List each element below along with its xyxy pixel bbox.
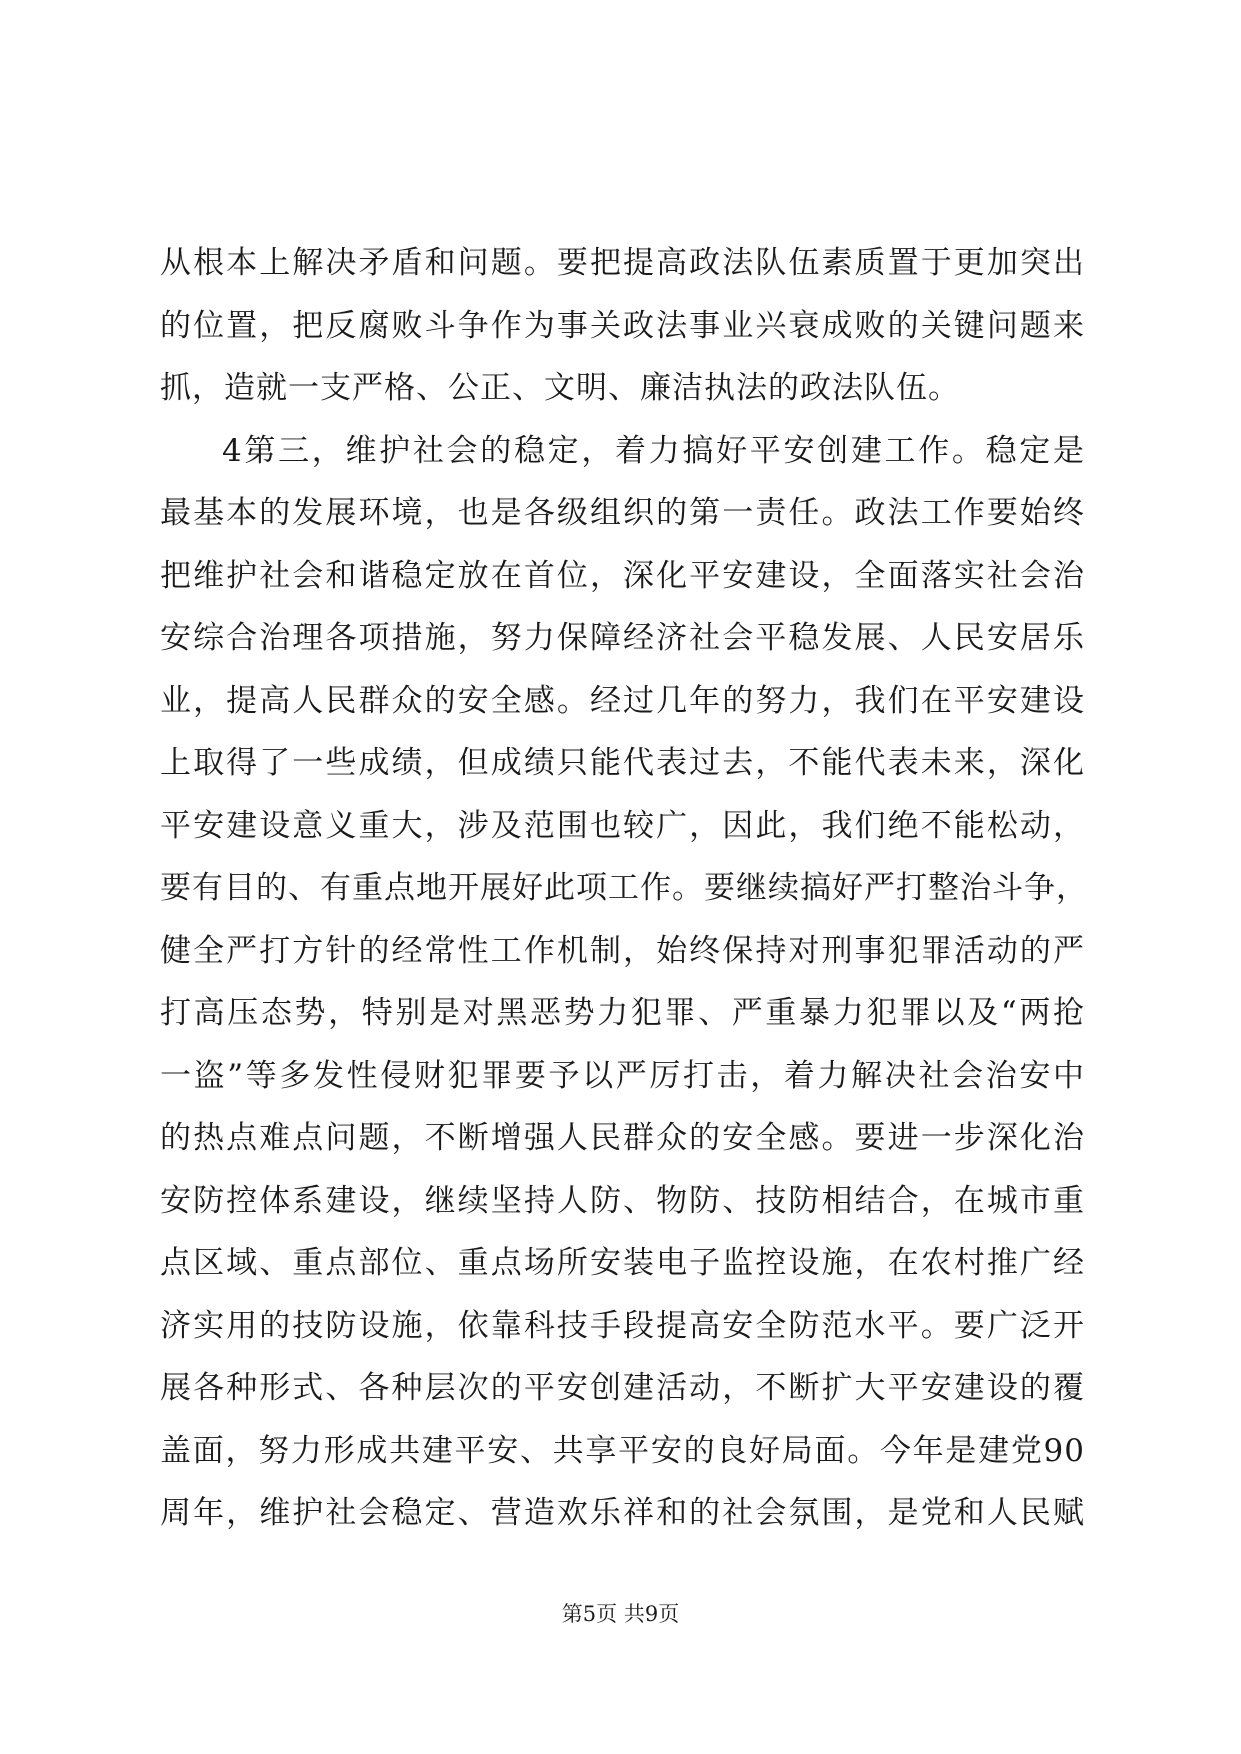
text-line: 的热点难点问题，不断增强人民群众的安全感。要进一步深化治 xyxy=(160,1120,1085,1156)
page-number-label: 第5页 共9页 xyxy=(561,1602,680,1626)
text-line: 上取得了一些成绩，但成绩只能代表过去，不能代表未来，深化 xyxy=(160,745,1085,781)
text-line: 健全严打方针的经常性工作机制，始终保持对刑事犯罪活动的严 xyxy=(160,932,1085,969)
text-line: 业，提高人民群众的安全感。经过几年的努力，我们在平安建设 xyxy=(160,682,1085,719)
text-line: 一盗”等多发性侵财犯罪要予以严厉打击，着力解决社会治安中 xyxy=(160,1057,1085,1094)
text-line: 要有目的、有重点地开展好此项工作。要继续搞好严打整治斗争， xyxy=(160,870,1088,906)
text-line: 周年，维护社会稳定、营造欢乐祥和的社会氛围，是党和人民赋 xyxy=(160,1495,1085,1531)
text-line: 盖面，努力形成共建平安、共享平安的良好局面。今年是建党90 xyxy=(160,1432,1085,1469)
body-text xyxy=(160,232,1088,1545)
text-line: 平安建设意义重大，涉及范围也较广，因此，我们绝不能松动， xyxy=(160,807,1085,844)
text-line: 抓，造就一支严格、公正、文明、廉洁执法的政法队伍。 xyxy=(160,370,960,406)
text-line: 把维护社会和谐稳定放在首位，深化平安建设，全面落实社会治 xyxy=(160,557,1085,594)
text-line: 最基本的发展环境，也是各级组织的第一责任。政法工作要始终 xyxy=(160,495,1085,531)
text-line: 从根本上解决矛盾和问题。要把提高政法队伍素质置于更加突出 xyxy=(160,245,1085,281)
text-line: 的位置，把反腐败斗争作为事关政法事业兴衰成败的关键问题来 xyxy=(160,307,1085,344)
text-line: 济实用的技防设施，依靠科技手段提高安全防范水平。要广泛开 xyxy=(160,1307,1085,1344)
text-line: 打高压态势，特别是对黑恶势力犯罪、严重暴力犯罪以及“两抢 xyxy=(160,995,1085,1031)
text-line: 安防控体系建设，继续坚持人防、物防、技防相结合，在城市重 xyxy=(160,1182,1085,1219)
text-line: 安综合治理各项措施，努力保障经济社会平稳发展、人民安居乐 xyxy=(160,620,1085,656)
text-line: 4第三，维护社会的稳定，着力搞好平安创建工作。稳定是 xyxy=(222,432,1085,469)
text-line: 展各种形式、各种层次的平安创建活动，不断扩大平安建设的覆 xyxy=(160,1370,1085,1406)
page-footer xyxy=(0,1600,1241,1628)
text-line: 点区域、重点部位、重点场所安装电子监控设施，在农村推广经 xyxy=(160,1245,1085,1281)
